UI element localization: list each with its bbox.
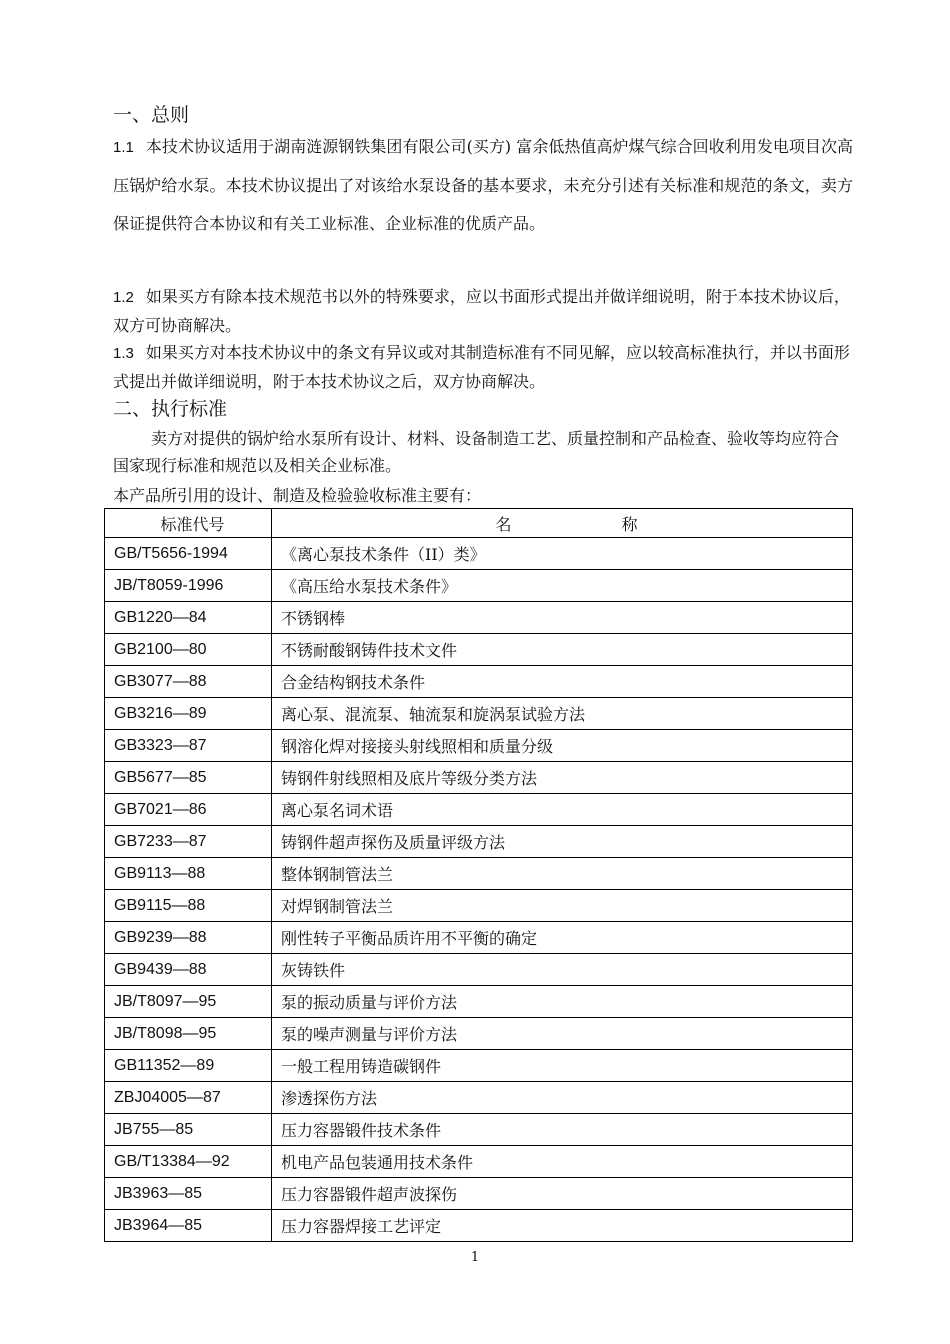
table-row bbox=[105, 1114, 853, 1146]
standard-code: GB5677—85 bbox=[105, 762, 272, 794]
clause-1-3 bbox=[113, 339, 853, 396]
section-heading-general: 一、总则 bbox=[113, 104, 190, 126]
clause-number: 1.2 bbox=[113, 289, 134, 306]
standard-name: 刚性转子平衡品质许用不平衡的确定 bbox=[272, 922, 853, 954]
table-row bbox=[105, 762, 853, 794]
header-name-part-2: 称 bbox=[621, 514, 638, 534]
standard-name: 离心泵、混流泵、轴流泵和旋涡泵试验方法 bbox=[272, 698, 853, 730]
standard-code: GB/T5656-1994 bbox=[105, 538, 272, 570]
standard-code: GB9115—88 bbox=[105, 890, 272, 922]
table-row bbox=[105, 826, 853, 858]
standard-name: 压力容器锻件技术条件 bbox=[272, 1114, 853, 1146]
standard-code: JB/T8097—95 bbox=[105, 986, 272, 1018]
clause-text: 如果买方对本技术协议中的条文有异议或对其制造标准有不同见解，应以较高标准执行，并以书面形式提出并做详细说明，附于本技术协议之后，双方协商解决。 bbox=[113, 343, 850, 391]
table-row bbox=[105, 1178, 853, 1210]
table-row bbox=[105, 1210, 853, 1242]
standard-code: GB7021—86 bbox=[105, 794, 272, 826]
clause-text: 如果买方有除本技术规范书以外的特殊要求，应以书面形式提出并做详细说明，附于本技术协议后，双方可协商解决。 bbox=[113, 287, 850, 335]
standard-name: 渗透探伤方法 bbox=[272, 1082, 853, 1114]
clause-number: 1.3 bbox=[113, 345, 134, 362]
table-row bbox=[105, 602, 853, 634]
table-row bbox=[105, 954, 853, 986]
standard-name: 压力容器焊接工艺评定 bbox=[272, 1210, 853, 1242]
standard-code: GB2100—80 bbox=[105, 634, 272, 666]
table-row bbox=[105, 890, 853, 922]
standard-name: 压力容器锻件超声波探伤 bbox=[272, 1178, 853, 1210]
table-row bbox=[105, 570, 853, 602]
standards-table bbox=[104, 508, 853, 1242]
standard-name: 合金结构钢技术条件 bbox=[272, 666, 853, 698]
standard-name: 泵的振动质量与评价方法 bbox=[272, 986, 853, 1018]
standard-code: JB/T8098—95 bbox=[105, 1018, 272, 1050]
table-row bbox=[105, 1146, 853, 1178]
standard-name: 整体钢制管法兰 bbox=[272, 858, 853, 890]
table-row bbox=[105, 666, 853, 698]
standard-code: JB755—85 bbox=[105, 1114, 272, 1146]
table-row bbox=[105, 538, 853, 570]
standard-code: GB3216—89 bbox=[105, 698, 272, 730]
table-row bbox=[105, 858, 853, 890]
standard-name: 铸钢件射线照相及底片等级分类方法 bbox=[272, 762, 853, 794]
standard-name: 机电产品包装通用技术条件 bbox=[272, 1146, 853, 1178]
standard-code: GB/T13384—92 bbox=[105, 1146, 272, 1178]
standard-code: JB3964—85 bbox=[105, 1210, 272, 1242]
header-name bbox=[272, 509, 853, 538]
section-heading-standards: 二、执行标准 bbox=[113, 398, 228, 420]
standard-name: 不锈耐酸钢铸件技术文件 bbox=[272, 634, 853, 666]
standards-intro: 本产品所引用的设计、制造及检验验收标准主要有： bbox=[113, 486, 482, 505]
standard-code: JB3963—85 bbox=[105, 1178, 272, 1210]
clause-1-2 bbox=[113, 283, 853, 340]
standard-name: 《离心泵技术条件（II）类》 bbox=[272, 538, 853, 570]
clause-text: 本技术协议适用于湖南涟源钢铁集团有限公司(买方) 富余低热值高炉煤气综合回收利用发电项目次高压锅炉给水泵。本技术协议提出了对该给水泵设备的基本要求，未充分引述有关标准和规范的条文，卖方保证提供符合本协议和有关工业标准、企业标准的优质产品。 bbox=[113, 137, 853, 233]
standard-code: GB9439—88 bbox=[105, 954, 272, 986]
standard-name: 铸钢件超声探伤及质量评级方法 bbox=[272, 826, 853, 858]
table-row bbox=[105, 634, 853, 666]
standard-name: 离心泵名词术语 bbox=[272, 794, 853, 826]
standard-code: GB7233—87 bbox=[105, 826, 272, 858]
standard-name: 钢溶化焊对接接头射线照相和质量分级 bbox=[272, 730, 853, 762]
standard-code: ZBJ04005—87 bbox=[105, 1082, 272, 1114]
standard-code: GB1220—84 bbox=[105, 602, 272, 634]
standard-name: 泵的噪声测量与评价方法 bbox=[272, 1018, 853, 1050]
standard-name: 不锈钢棒 bbox=[272, 602, 853, 634]
standard-code: GB3077—88 bbox=[105, 666, 272, 698]
header-name-part-1: 名 bbox=[495, 514, 512, 534]
standard-name: 对焊钢制管法兰 bbox=[272, 890, 853, 922]
standards-paragraph: 卖方对提供的锅炉给水泵所有设计、材料、设备制造工艺、质量控制和产品检查、验收等均应符合国家现行标准和规范以及相关企业标准。 bbox=[113, 429, 840, 475]
standard-code: GB9239—88 bbox=[105, 922, 272, 954]
table-row bbox=[105, 1082, 853, 1114]
standard-code: GB11352—89 bbox=[105, 1050, 272, 1082]
table-header-row bbox=[105, 509, 853, 538]
table-row bbox=[105, 986, 853, 1018]
standard-code: JB/T8059-1996 bbox=[105, 570, 272, 602]
clause-number: 1.1 bbox=[113, 139, 134, 156]
clause-1-1 bbox=[113, 128, 853, 243]
header-code: 标准代号 bbox=[105, 509, 272, 538]
standard-name: 灰铸铁件 bbox=[272, 954, 853, 986]
table-row bbox=[105, 730, 853, 762]
standard-name: 《高压给水泵技术条件》 bbox=[272, 570, 853, 602]
standard-code: GB9113—88 bbox=[105, 858, 272, 890]
page-number: 1 bbox=[470, 1250, 480, 1265]
table-row bbox=[105, 922, 853, 954]
table-row bbox=[105, 1050, 853, 1082]
table-row bbox=[105, 1018, 853, 1050]
standard-name: 一般工程用铸造碳钢件 bbox=[272, 1050, 853, 1082]
table-row bbox=[105, 698, 853, 730]
table-row bbox=[105, 794, 853, 826]
standard-code: GB3323—87 bbox=[105, 730, 272, 762]
